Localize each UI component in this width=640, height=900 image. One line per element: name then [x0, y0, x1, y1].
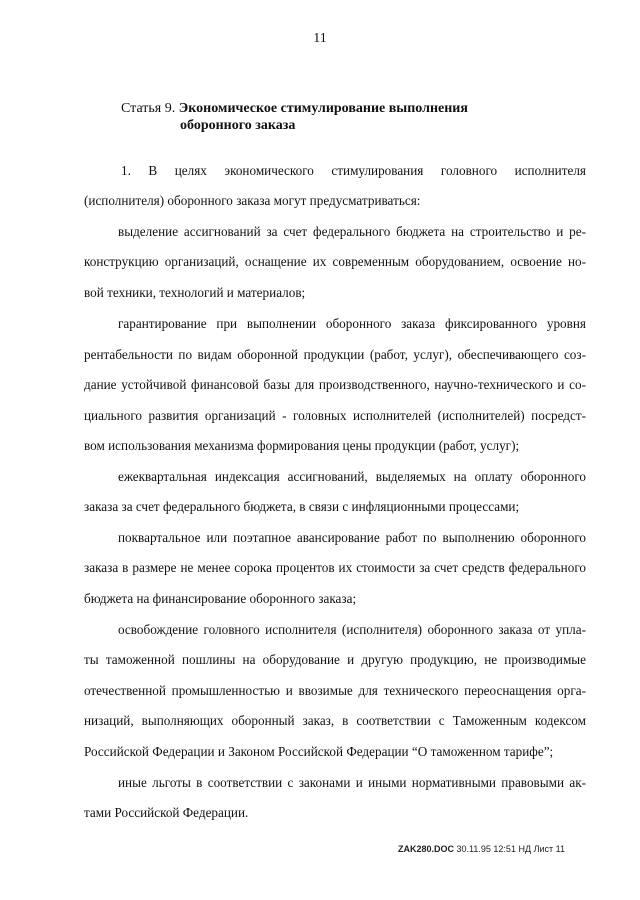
article-title-line1: Экономическое стимулирование выполнения — [178, 101, 468, 116]
body-line: выделение ассигнований за счет федерального бюджета на строительство и ре- — [118, 224, 586, 239]
body-line: дание устойчивой финансовой базы для производственного, научно-технического и со- — [84, 377, 586, 392]
body-line: тами Российской Федерации. — [84, 805, 249, 820]
footer-sheet: Лист 11 — [533, 844, 565, 854]
body-line: Российской Федерации и Законом Российской Федерации “О таможенном тарифе”; — [84, 744, 554, 759]
article-heading — [121, 100, 468, 134]
body-line: вой техники, технологий и материалов; — [84, 285, 306, 300]
footer-filename: ZAK280.DOC — [398, 844, 455, 854]
body-line: поквартальное или поэтапное авансирование работ по выполнению оборонного — [118, 530, 586, 545]
body-line: циального развития организаций - головных исполнителей (исполнителей) посредст- — [84, 408, 586, 423]
body-line: вом использования механизма формирования цены продукции (работ, услуг); — [84, 438, 520, 453]
body-line: заказа за счет федерального бюджета, в связи с инфляционными процессами; — [84, 499, 520, 514]
footer-date: 30.11.95 — [456, 844, 491, 854]
body-line: освобождение головного исполнителя (исполнителя) оборонного заказа от упла- — [118, 622, 586, 637]
article-title-line2: оборонного заказа — [180, 118, 296, 133]
body-line: ты таможенной пошлины на оборудование и другую продукцию, не производимые — [84, 652, 586, 667]
body-line: бюджета на финансирование оборонного заказа; — [84, 591, 357, 606]
body-line: иные льготы в соответствии с законами и иными нормативными правовыми ак- — [118, 775, 586, 790]
body-line: ежеквартальная индексация ассигнований, выделяемых на оплату оборонного — [118, 469, 586, 484]
body-line: 1. В целях экономического стимулирования головного исполнителя — [121, 163, 586, 178]
body-line: низаций, выполняющих оборонный заказ, в соответствии с Таможенным кодексом — [84, 713, 586, 728]
document-footer — [398, 844, 565, 854]
body-line: гарантирование при выполнении оборонного заказа фиксированного уровня — [118, 316, 586, 331]
footer-time: 12:51 — [493, 844, 516, 854]
body-line: отечественной промышленностью и ввозимые для технического переоснащения орга- — [84, 683, 586, 698]
article-number: Статья 9. — [121, 101, 176, 116]
body-line: (исполнителя) оборонного заказа могут предусматриваться: — [84, 193, 421, 208]
page-number: 11 — [313, 31, 327, 46]
body-line: заказа в размере не менее сорока процентов их стоимости за счет средств федерального — [84, 560, 586, 575]
body-line: рентабельности по видам оборонной продукции (работ, услуг), обеспечивающего соз- — [84, 347, 586, 362]
footer-code: НД — [518, 844, 532, 854]
body-line: конструкцию организаций, оснащение их современным оборудованием, освоение но- — [84, 254, 586, 269]
